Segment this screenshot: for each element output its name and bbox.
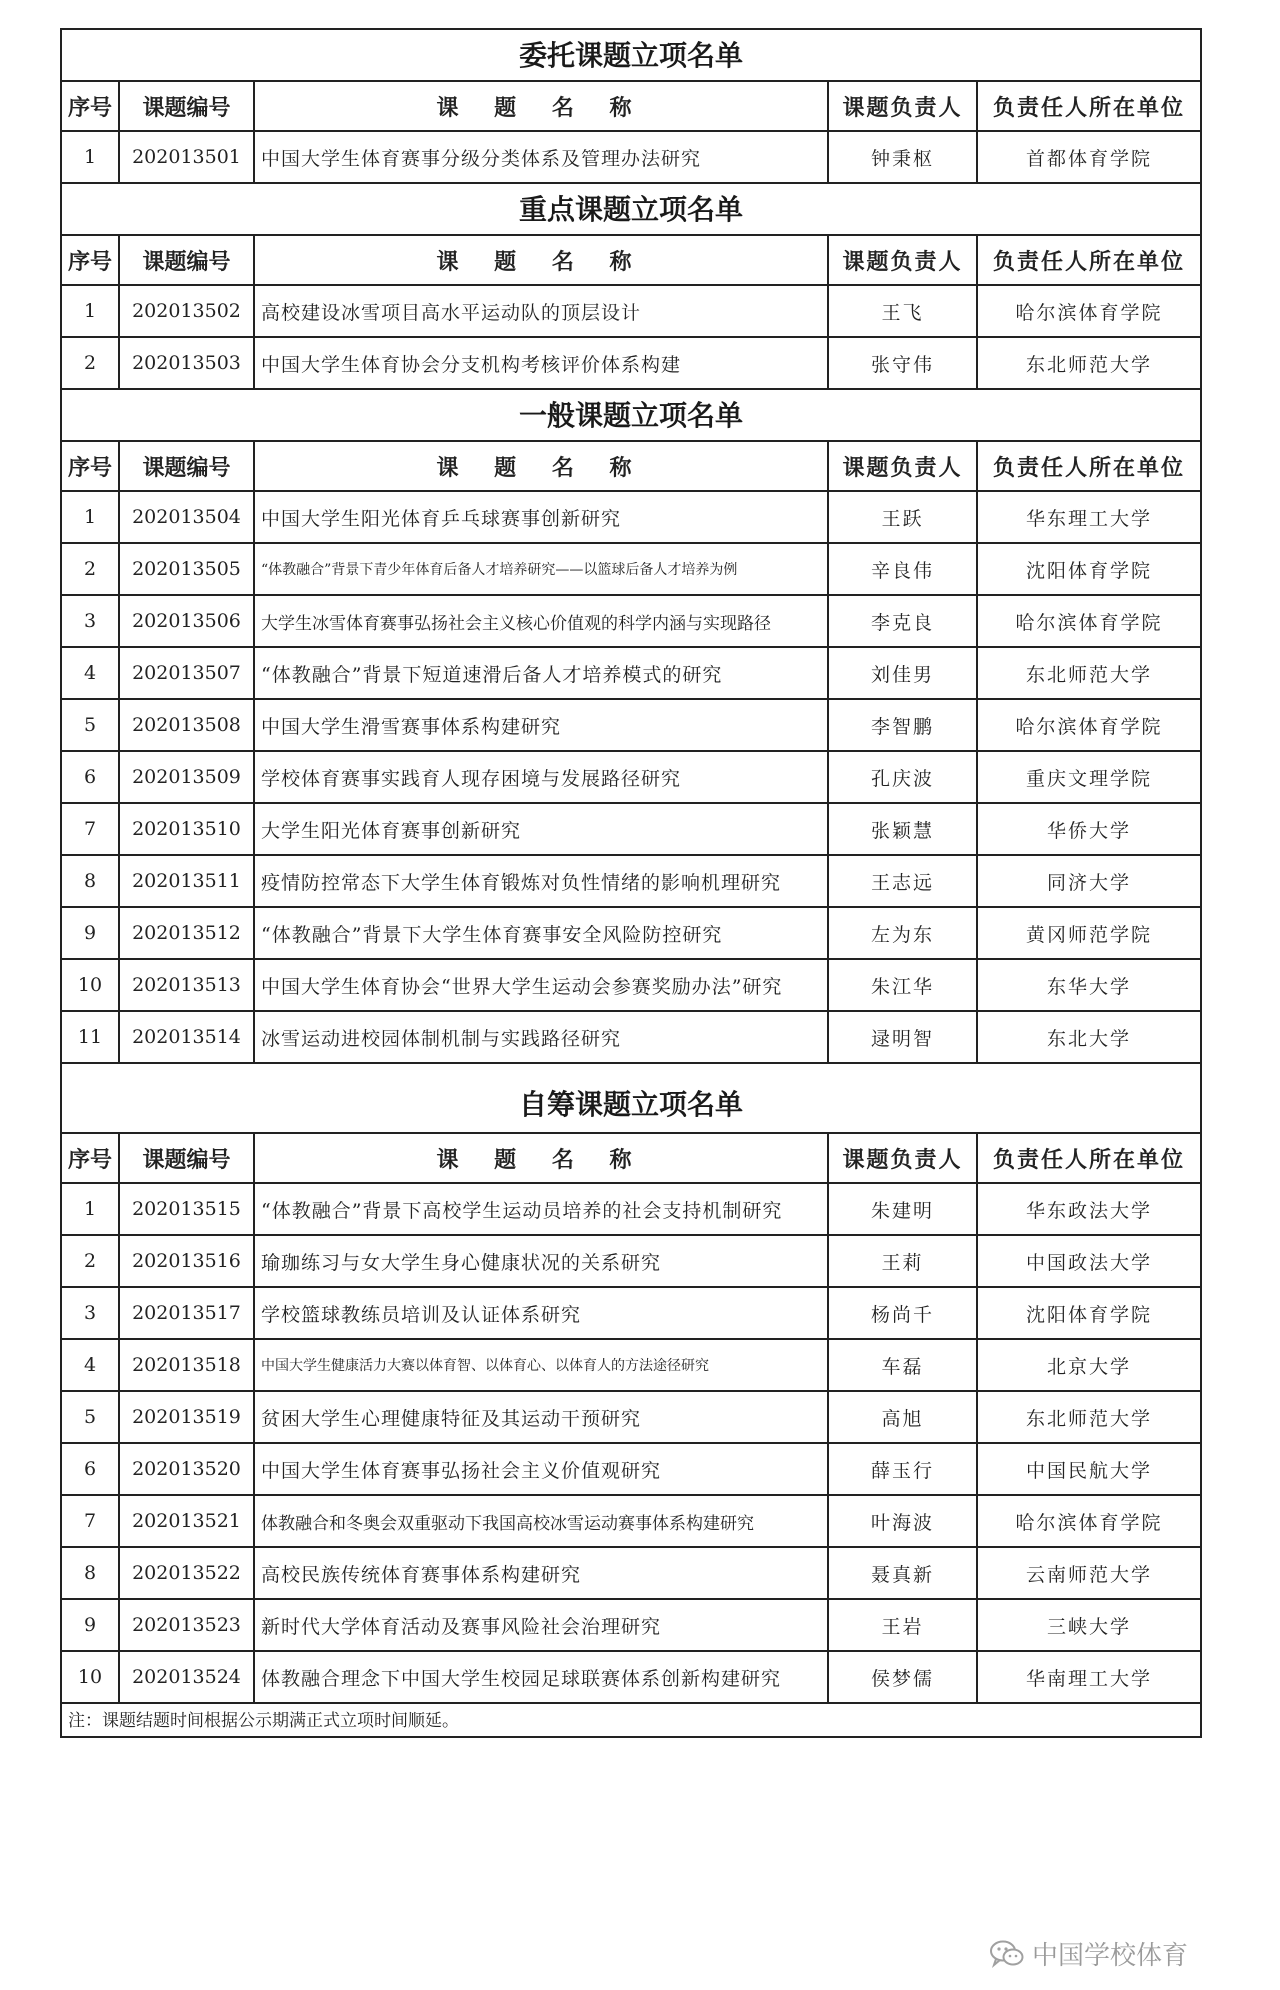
row-unit: 东北师范大学	[1025, 1407, 1152, 1430]
row-index: 2	[62, 338, 120, 388]
row-index: 1	[62, 132, 120, 182]
table-row	[62, 1548, 1200, 1600]
row-title-cell	[255, 1236, 829, 1286]
header-index: 序号	[62, 82, 120, 130]
row-unit: 三峡大学	[1046, 1615, 1131, 1638]
row-unit: 东华大学	[1046, 975, 1131, 998]
row-code: 202013517	[120, 1288, 255, 1338]
row-title: 大学生冰雪体育赛事弘扬社会主义核心价值观的科学内涵与实现路径	[261, 613, 771, 634]
row-index: 7	[62, 804, 120, 854]
row-code: 202013507	[120, 648, 255, 698]
row-title-cell	[255, 1548, 829, 1598]
row-title: 中国大学生阳光体育乒乓球赛事创新研究	[261, 507, 622, 530]
row-title: “体教融合”背景下短道速滑后备人才培养模式的研究	[261, 663, 723, 686]
row-leader: 逯明智	[829, 1012, 978, 1062]
row-code: 202013523	[120, 1600, 255, 1650]
row-leader: 刘佳男	[829, 648, 978, 698]
row-title-cell	[255, 492, 829, 542]
row-index: 3	[62, 1288, 120, 1338]
row-leader: 李克良	[829, 596, 978, 646]
row-leader: 钟秉枢	[829, 132, 978, 182]
header-index: 序号	[62, 236, 120, 284]
section-title: 委托课题立项名单	[62, 30, 1200, 82]
row-title-cell	[255, 908, 829, 958]
wechat-icon	[990, 1940, 1024, 1968]
row-code: 202013510	[120, 804, 255, 854]
table-row	[62, 1012, 1200, 1064]
header-unit: 负责任人所在单位	[992, 455, 1185, 481]
table-row	[62, 1392, 1200, 1444]
project-list-table	[60, 28, 1202, 1738]
row-title: 中国大学生滑雪赛事体系构建研究	[261, 715, 562, 738]
row-leader: 朱建明	[829, 1184, 978, 1234]
table-row	[62, 544, 1200, 596]
row-leader: 孔庆波	[829, 752, 978, 802]
row-title: “体教融合”背景下青少年体育后备人才培养研究——以篮球后备人才培养为例	[261, 562, 738, 578]
header-leader: 课题负责人	[829, 442, 978, 490]
row-title-cell	[255, 1496, 829, 1546]
row-title-cell	[255, 596, 829, 646]
header-title: 课 题 名 称	[255, 442, 829, 490]
row-code: 202013514	[120, 1012, 255, 1062]
row-code: 202013506	[120, 596, 255, 646]
row-title-cell	[255, 1340, 829, 1390]
row-unit: 云南师范大学	[1025, 1563, 1152, 1586]
footnote: 注：课题结题时间根据公示期满正式立项时间顺延。	[62, 1704, 1200, 1738]
table-row	[62, 492, 1200, 544]
row-unit: 华南理工大学	[1025, 1667, 1152, 1690]
table-row	[62, 856, 1200, 908]
row-title: 学校体育赛事实践育人现存困境与发展路径研究	[261, 767, 682, 790]
row-leader: 高旭	[829, 1392, 978, 1442]
row-index: 2	[62, 544, 120, 594]
row-title-cell	[255, 132, 829, 182]
row-unit: 东北师范大学	[1025, 353, 1152, 376]
table-row	[62, 338, 1200, 390]
header-code: 课题编号	[120, 1134, 255, 1182]
header-index: 序号	[62, 1134, 120, 1182]
row-leader: 薛玉行	[829, 1444, 978, 1494]
row-unit: 哈尔滨体育学院	[1015, 715, 1163, 738]
header-index: 序号	[62, 442, 120, 490]
row-code: 202013524	[120, 1652, 255, 1702]
row-title: 体教融合理念下中国大学生校园足球联赛体系创新构建研究	[261, 1667, 782, 1690]
row-title: 中国大学生体育协会“世界大学生运动会参赛奖励办法”研究	[261, 975, 783, 998]
row-index: 8	[62, 1548, 120, 1598]
section-title: 一般课题立项名单	[62, 390, 1200, 442]
table-header-row	[62, 442, 1200, 492]
table-row	[62, 1340, 1200, 1392]
row-title: 中国大学生体育协会分支机构考核评价体系构建	[261, 353, 682, 376]
row-title-cell	[255, 1012, 829, 1062]
row-title-cell	[255, 1600, 829, 1650]
row-title: 学校篮球教练员培训及认证体系研究	[261, 1303, 582, 1326]
row-unit: 重庆文理学院	[1025, 767, 1152, 790]
row-code: 202013508	[120, 700, 255, 750]
row-unit: 同济大学	[1046, 871, 1131, 894]
section-title: 重点课题立项名单	[62, 184, 1200, 236]
table-row	[62, 804, 1200, 856]
header-title: 课 题 名 称	[255, 236, 829, 284]
table-row	[62, 648, 1200, 700]
table-row	[62, 132, 1200, 184]
row-index: 4	[62, 648, 120, 698]
row-code: 202013521	[120, 1496, 255, 1546]
header-code: 课题编号	[120, 236, 255, 284]
row-title-cell	[255, 960, 829, 1010]
row-title: 贫困大学生心理健康特征及其运动干预研究	[261, 1407, 642, 1430]
row-unit: 哈尔滨体育学院	[1015, 611, 1163, 634]
row-leader: 车磊	[829, 1340, 978, 1390]
row-title-cell	[255, 1652, 829, 1702]
row-title: 瑜珈练习与女大学生身心健康状况的关系研究	[261, 1251, 662, 1274]
watermark-text: 中国学校体育	[1032, 1941, 1189, 1971]
row-code: 202013505	[120, 544, 255, 594]
row-leader: 王志远	[829, 856, 978, 906]
row-code: 202013516	[120, 1236, 255, 1286]
row-title: 体教融合和冬奥会双重驱动下我国高校冰雪运动赛事体系构建研究	[261, 1513, 754, 1534]
table-row	[62, 700, 1200, 752]
row-code: 202013509	[120, 752, 255, 802]
row-title-cell	[255, 752, 829, 802]
watermark	[990, 1935, 1188, 1972]
row-title: 高校民族传统体育赛事体系构建研究	[261, 1563, 582, 1586]
row-unit: 东北大学	[1046, 1027, 1131, 1050]
table-row	[62, 1600, 1200, 1652]
row-index: 5	[62, 1392, 120, 1442]
row-unit: 哈尔滨体育学院	[1015, 1511, 1163, 1534]
header-unit: 负责任人所在单位	[992, 249, 1185, 275]
header-leader: 课题负责人	[829, 236, 978, 284]
row-index: 1	[62, 286, 120, 336]
row-title: 新时代大学体育活动及赛事风险社会治理研究	[261, 1615, 662, 1638]
row-title-cell	[255, 1184, 829, 1234]
row-index: 11	[62, 1012, 120, 1062]
row-code: 202013512	[120, 908, 255, 958]
row-leader: 王岩	[829, 1600, 978, 1650]
row-index: 9	[62, 908, 120, 958]
header-code: 课题编号	[120, 442, 255, 490]
header-title: 课 题 名 称	[255, 1134, 829, 1182]
row-code: 202013515	[120, 1184, 255, 1234]
row-title: 中国大学生体育赛事弘扬社会主义价值观研究	[261, 1459, 662, 1482]
row-unit: 中国政法大学	[1025, 1251, 1152, 1274]
row-unit: 北京大学	[1046, 1355, 1131, 1378]
row-leader: 王跃	[829, 492, 978, 542]
row-title-cell	[255, 338, 829, 388]
row-title-cell	[255, 544, 829, 594]
row-unit: 哈尔滨体育学院	[1015, 301, 1163, 324]
row-index: 6	[62, 752, 120, 802]
row-leader: 王飞	[829, 286, 978, 336]
row-title-cell	[255, 648, 829, 698]
row-title: 大学生阳光体育赛事创新研究	[261, 819, 522, 842]
header-code: 课题编号	[120, 82, 255, 130]
row-index: 9	[62, 1600, 120, 1650]
table-row	[62, 1184, 1200, 1236]
table-row	[62, 1652, 1200, 1704]
row-code: 202013513	[120, 960, 255, 1010]
row-title-cell	[255, 856, 829, 906]
header-leader: 课题负责人	[829, 82, 978, 130]
row-leader: 左为东	[829, 908, 978, 958]
table-header-row	[62, 236, 1200, 286]
row-leader: 叶海波	[829, 1496, 978, 1546]
row-unit: 中国民航大学	[1025, 1459, 1152, 1482]
row-index: 2	[62, 1236, 120, 1286]
row-code: 202013504	[120, 492, 255, 542]
table-row	[62, 1236, 1200, 1288]
row-title: “体教融合”背景下大学生体育赛事安全风险防控研究	[261, 923, 723, 946]
row-index: 3	[62, 596, 120, 646]
row-code: 202013501	[120, 132, 255, 182]
row-title: 冰雪运动进校园体制机制与实践路径研究	[261, 1027, 622, 1050]
row-leader: 杨尚千	[829, 1288, 978, 1338]
row-title-cell	[255, 1288, 829, 1338]
table-row	[62, 1444, 1200, 1496]
table-row	[62, 1496, 1200, 1548]
row-leader: 朱江华	[829, 960, 978, 1010]
row-leader: 聂真新	[829, 1548, 978, 1598]
row-title-cell	[255, 1392, 829, 1442]
row-leader: 侯梦儒	[829, 1652, 978, 1702]
row-index: 1	[62, 492, 120, 542]
row-index: 8	[62, 856, 120, 906]
table-row	[62, 908, 1200, 960]
header-unit: 负责任人所在单位	[992, 95, 1185, 121]
row-unit: 华侨大学	[1046, 819, 1131, 842]
row-unit: 华东政法大学	[1025, 1199, 1152, 1222]
row-index: 7	[62, 1496, 120, 1546]
row-index: 6	[62, 1444, 120, 1494]
row-title: 疫情防控常态下大学生体育锻炼对负性情绪的影响机理研究	[261, 871, 782, 894]
row-index: 5	[62, 700, 120, 750]
table-row	[62, 960, 1200, 1012]
row-title: “体教融合”背景下高校学生运动员培养的社会支持机制研究	[261, 1199, 783, 1222]
header-leader: 课题负责人	[829, 1134, 978, 1182]
row-title: 中国大学生体育赛事分级分类体系及管理办法研究	[261, 147, 702, 170]
row-index: 10	[62, 1652, 120, 1702]
header-unit: 负责任人所在单位	[992, 1147, 1185, 1173]
row-index: 4	[62, 1340, 120, 1390]
header-title: 课 题 名 称	[255, 82, 829, 130]
row-leader: 李智鹏	[829, 700, 978, 750]
section-title: 自筹课题立项名单	[62, 1064, 1200, 1134]
row-unit: 黄冈师范学院	[1025, 923, 1152, 946]
row-unit: 东北师范大学	[1025, 663, 1152, 686]
row-code: 202013511	[120, 856, 255, 906]
row-unit: 华东理工大学	[1025, 507, 1152, 530]
row-title-cell	[255, 804, 829, 854]
table-row	[62, 286, 1200, 338]
row-code: 202013520	[120, 1444, 255, 1494]
table-row	[62, 752, 1200, 804]
row-leader: 王莉	[829, 1236, 978, 1286]
row-index: 10	[62, 960, 120, 1010]
row-unit: 沈阳体育学院	[1025, 559, 1152, 582]
row-title: 中国大学生健康活力大赛以体育智、以体育心、以体育人的方法途径研究	[261, 1358, 709, 1374]
table-row	[62, 596, 1200, 648]
table-header-row	[62, 82, 1200, 132]
row-code: 202013502	[120, 286, 255, 336]
row-title-cell	[255, 1444, 829, 1494]
row-index: 1	[62, 1184, 120, 1234]
row-code: 202013503	[120, 338, 255, 388]
row-leader: 张守伟	[829, 338, 978, 388]
row-code: 202013522	[120, 1548, 255, 1598]
row-code: 202013519	[120, 1392, 255, 1442]
row-leader: 张颖慧	[829, 804, 978, 854]
table-row	[62, 1288, 1200, 1340]
row-unit: 沈阳体育学院	[1025, 1303, 1152, 1326]
row-title-cell	[255, 700, 829, 750]
row-title-cell	[255, 286, 829, 336]
row-title: 高校建设冰雪项目高水平运动队的顶层设计	[261, 301, 642, 324]
row-leader: 辛良伟	[829, 544, 978, 594]
row-unit: 首都体育学院	[1025, 147, 1152, 170]
table-header-row	[62, 1134, 1200, 1184]
row-code: 202013518	[120, 1340, 255, 1390]
